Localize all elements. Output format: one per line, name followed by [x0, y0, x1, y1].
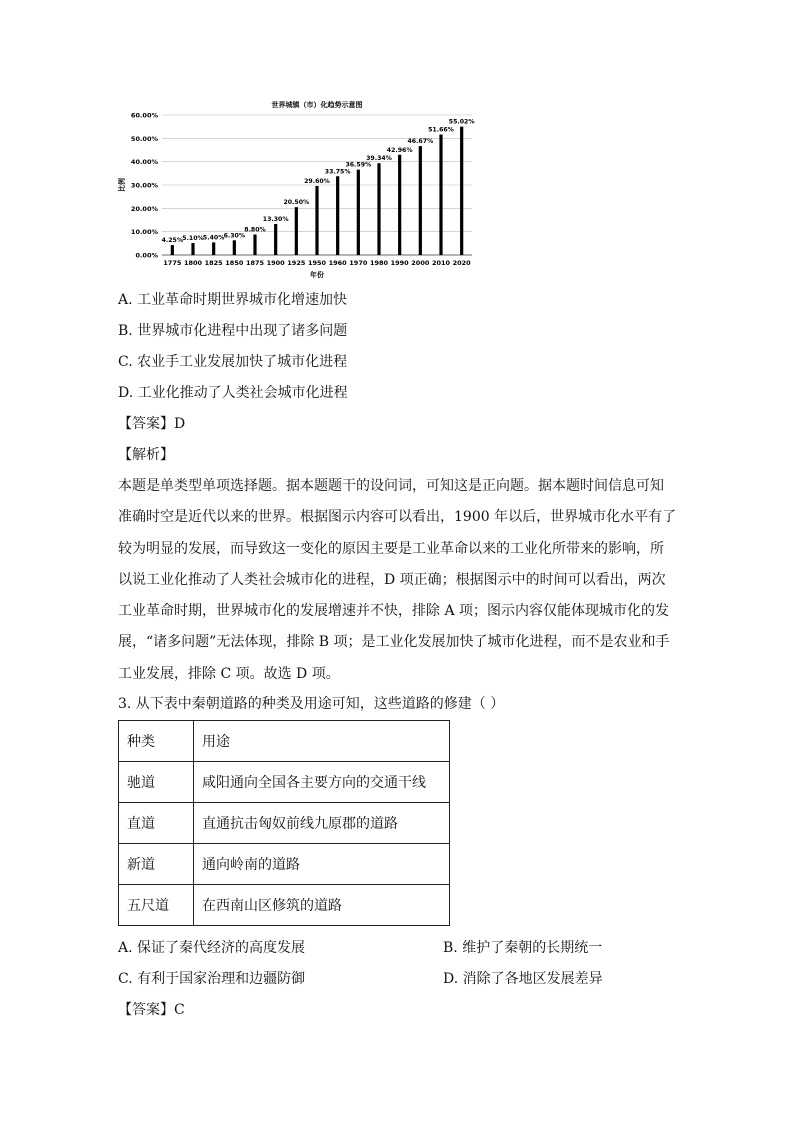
table-cell: 在西南山区修筑的道路 — [194, 885, 450, 926]
y-tick-label: 30.00% — [130, 181, 158, 190]
y-tick-label: 40.00% — [130, 158, 158, 167]
bar — [253, 234, 256, 255]
y-axis-label: 比例 — [118, 178, 126, 192]
q2-analysis-text — [118, 471, 698, 690]
y-tick-label: 0.00% — [135, 251, 158, 260]
data-label: 5.40% — [202, 234, 225, 242]
x-axis-label: 年份 — [310, 271, 324, 279]
analysis-line: 工业革命时期，世界城市化的发展增速并不快，排除 A 项；图示内容仅能体现城市化的发 — [118, 603, 670, 620]
table-cell: 直道 — [119, 803, 194, 844]
data-label: 13.30% — [262, 215, 289, 223]
table-header-cell: 用途 — [194, 721, 450, 762]
q3-option-b: B. 维护了秦朝的长期统一 — [443, 940, 603, 956]
data-label: 6.30% — [223, 232, 246, 240]
table-row — [119, 762, 450, 803]
x-tick-label: 1850 — [225, 259, 244, 267]
q2-option-c: C. 农业手工业发展加快了城市化进程 — [118, 354, 348, 370]
q2-answer: 【答案】D — [118, 416, 186, 432]
data-label: 4.25% — [161, 237, 184, 245]
table-row — [119, 803, 450, 844]
data-label: 33.75% — [324, 168, 351, 176]
analysis-line: 以说工业化推动了人类社会城市化的进程，D 项正确；根据图示中的时间可以看出，两次 — [118, 571, 666, 588]
q3-answer: 【答案】C — [118, 1002, 185, 1018]
table-row — [119, 885, 450, 926]
bar — [439, 134, 442, 255]
bar — [377, 163, 380, 255]
x-tick-label: 1960 — [328, 259, 347, 267]
data-label: 55.02% — [448, 118, 475, 126]
y-tick-label: 60.00% — [130, 111, 158, 120]
q2-option-a: A. 工业革命时期世界城市化增速加快 — [118, 292, 348, 308]
q3-option-a: A. 保证了秦代经济的高度发展 — [118, 940, 306, 956]
bar — [295, 207, 298, 255]
table-cell: 新道 — [119, 844, 194, 885]
x-tick-label: 1775 — [163, 259, 182, 267]
data-label: 20.50% — [283, 199, 310, 207]
x-tick-label: 2000 — [411, 259, 430, 267]
bar — [274, 224, 277, 255]
analysis-line: 本题是单类型单项选择题。据本题题干的设问词，可知这是正向题。据本题时间信息可知 — [118, 478, 664, 494]
q2-analysis-title: 【解析】 — [118, 447, 174, 463]
table-cell: 直通抗击匈奴前线九原郡的道路 — [194, 803, 450, 844]
y-tick-label: 20.00% — [130, 204, 158, 213]
data-label: 36.59% — [345, 161, 372, 169]
bar — [191, 243, 194, 255]
data-label: 29.60% — [304, 177, 330, 185]
x-tick-label: 1900 — [266, 259, 285, 267]
x-tick-label: 1990 — [390, 259, 409, 267]
analysis-line: 准确时空是近代以来的世界。根据图示内容可以看出，1900 年以后，世界城市化水平有了 — [118, 509, 677, 526]
bar — [171, 245, 174, 255]
q2-option-d: D. 工业化推动了人类社会城市化进程 — [118, 385, 348, 401]
table-header-row — [119, 721, 450, 762]
data-label: 51.66% — [428, 126, 454, 134]
x-tick-label: 1875 — [245, 259, 265, 267]
y-tick-label: 50.00% — [130, 134, 158, 143]
table-cell: 五尺道 — [119, 885, 194, 926]
data-label: 8.80% — [244, 226, 266, 234]
x-tick-label: 1950 — [307, 259, 327, 267]
analysis-line: 较为明显的发展，而导致这一变化的原因主要是工业革命以来的工业化所带来的影响，所 — [118, 540, 664, 557]
table-row — [119, 844, 450, 885]
table-header-cell: 种类 — [119, 721, 194, 762]
chart-title: 世界城镇（市）化趋势示意图 — [271, 101, 363, 109]
analysis-line: 展，“诸多问题”无法体现，排除 B 项；是工业化发展加快了城市化进程，而不是农业和手 — [118, 634, 670, 651]
bar — [357, 170, 360, 255]
x-tick-label: 1825 — [204, 259, 223, 267]
x-tick-label: 1970 — [349, 259, 368, 267]
data-label: 39.34% — [366, 155, 392, 163]
q3-stem: 3. 从下表中秦朝道路的种类及用途可知，这些道路的修建（ ） — [118, 696, 505, 712]
bar — [336, 176, 339, 255]
x-tick-label: 1980 — [369, 259, 389, 267]
table-cell: 通向岭南的道路 — [194, 844, 450, 885]
y-tick-label: 10.00% — [130, 228, 158, 237]
data-label: 46.67% — [407, 138, 434, 146]
bar — [419, 146, 422, 255]
data-label: 5.10% — [182, 235, 204, 243]
bar — [315, 186, 318, 255]
bar — [212, 242, 215, 255]
urbanization-chart — [110, 95, 480, 285]
q2-option-b: B. 世界城市化进程中出现了诸多问题 — [118, 323, 348, 339]
qin-roads-table — [118, 720, 450, 926]
q3-option-d: D. 消除了各地区发展差异 — [443, 971, 603, 987]
table-cell: 咸阳通向全国各主要方向的交通干线 — [194, 762, 450, 803]
x-tick-label: 2020 — [452, 259, 471, 267]
bar — [233, 240, 236, 255]
table-cell: 驰道 — [119, 762, 194, 803]
x-tick-label: 1800 — [183, 259, 203, 267]
chart-svg — [110, 95, 480, 285]
x-tick-label: 2010 — [431, 259, 451, 267]
q3-option-c: C. 有利于国家治理和边疆防御 — [118, 971, 306, 987]
data-label: 42.96% — [386, 146, 413, 154]
bar — [398, 155, 401, 255]
x-tick-label: 1925 — [287, 259, 306, 267]
analysis-line: 工业发展，排除 C 项。故选 D 项。 — [118, 665, 340, 682]
bar — [460, 127, 463, 255]
